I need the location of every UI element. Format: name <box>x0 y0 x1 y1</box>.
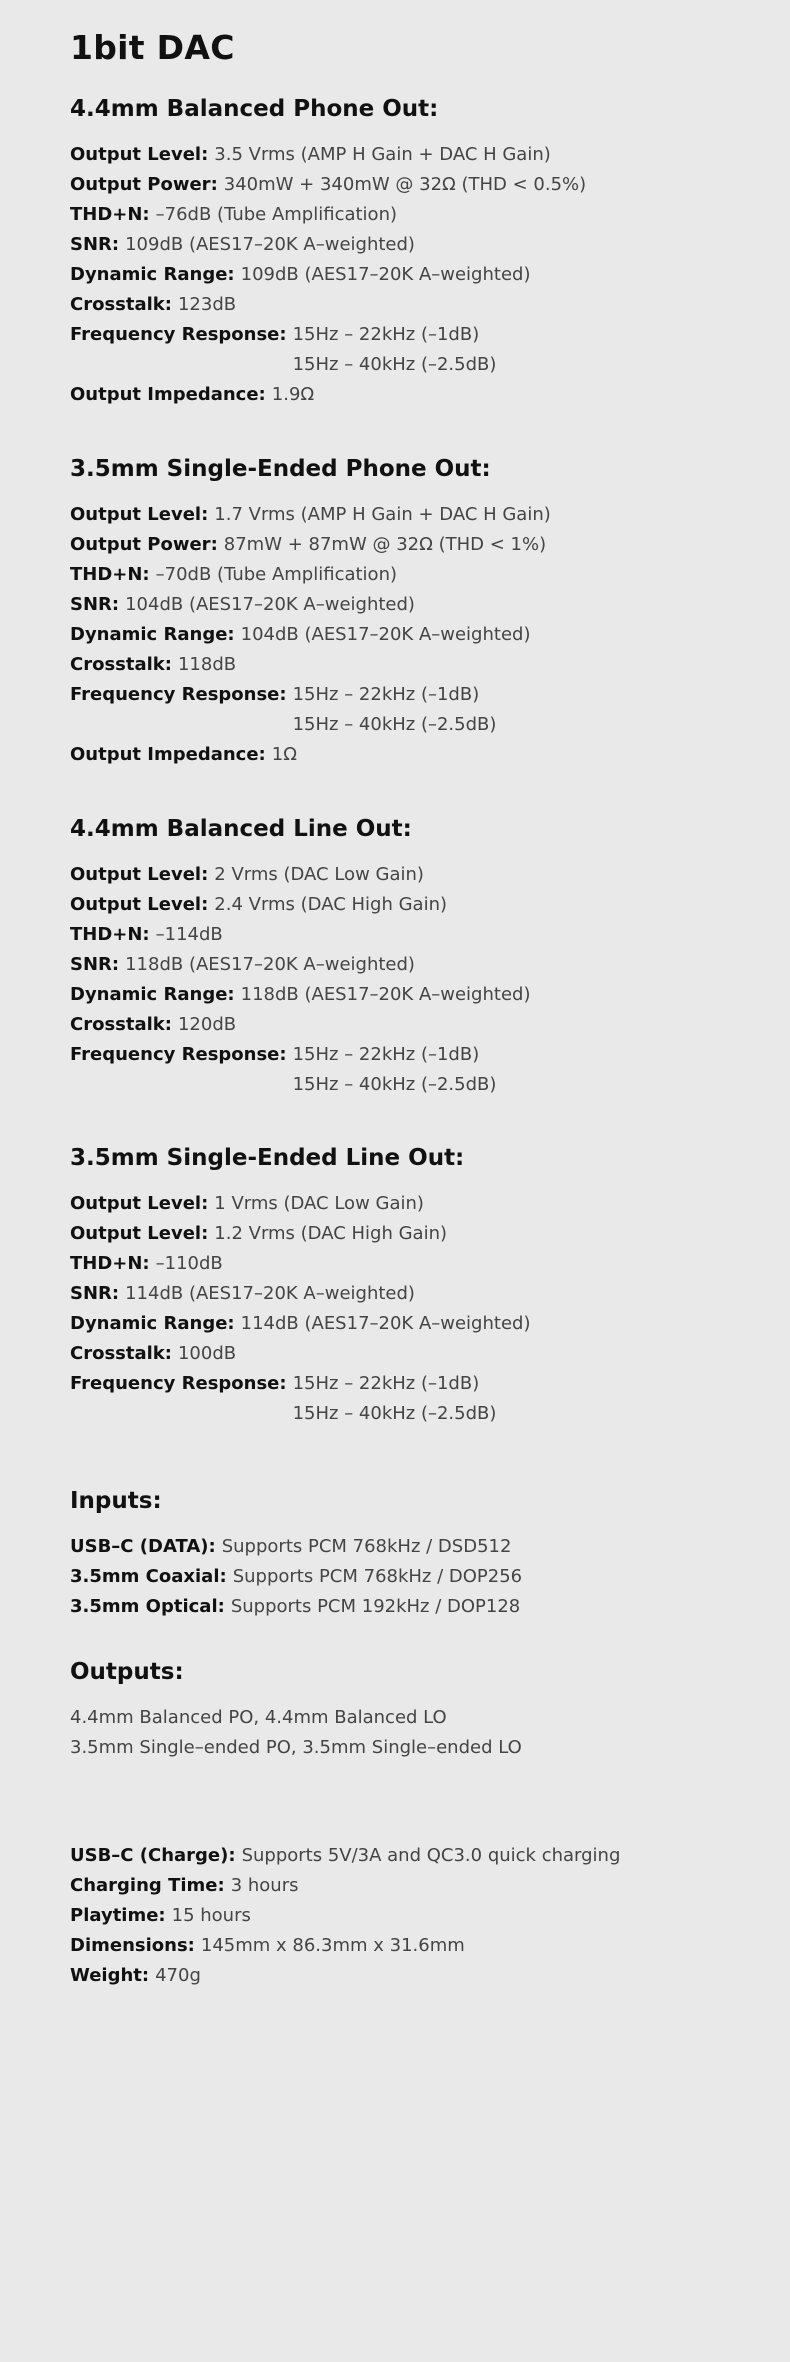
spec-label: Output Impedance: <box>70 384 266 405</box>
spec-row <box>70 500 551 530</box>
spec-value: 15Hz – 22kHz (–1dB) <box>292 1373 480 1394</box>
spec-row <box>70 620 551 650</box>
spec-label: Output Level: <box>70 864 209 885</box>
spec-value: Supports 5V/3A and QC3.0 quick charging <box>241 1845 621 1866</box>
spec-label: Output Level: <box>70 1193 209 1214</box>
spec-label: SNR: <box>70 1283 120 1304</box>
spec-value: 104dB (AES17–20K A–weighted) <box>125 594 415 615</box>
spec-label: Playtime: <box>70 1905 166 1926</box>
spec-row <box>70 1871 620 1901</box>
spec-label: THD+N: <box>70 204 150 225</box>
spec-row <box>70 200 586 230</box>
section-outputs <box>70 1657 522 1763</box>
spec-row <box>70 1339 530 1369</box>
spec-value: 118dB <box>177 654 237 675</box>
spec-value: 15Hz – 22kHz (–1dB) <box>292 1044 480 1065</box>
spec-value: 100dB <box>177 1343 237 1364</box>
spec-label: Frequency Response: <box>70 1373 287 1394</box>
spec-label: THD+N: <box>70 564 150 585</box>
spec-value: 120dB <box>177 1014 237 1035</box>
section-balanced-line-out <box>70 814 530 1100</box>
spec-value: 2 Vrms (DAC Low Gain) <box>214 864 424 885</box>
section-single-ended-line-out <box>70 1143 530 1429</box>
spec-row-continuation <box>70 710 551 740</box>
section-inputs <box>70 1486 522 1622</box>
spec-value: 340mW + 340mW @ 32Ω (THD < 0.5%) <box>223 174 587 195</box>
spec-row <box>70 380 586 410</box>
output-line: 3.5mm Single–ended PO, 3.5mm Single–ended LO <box>70 1737 522 1758</box>
spec-row <box>70 1189 530 1219</box>
spec-value: 114dB (AES17–20K A–weighted) <box>125 1283 415 1304</box>
spec-value: –114dB <box>155 924 223 945</box>
spec-label: SNR: <box>70 594 120 615</box>
spec-label: Output Level: <box>70 1223 209 1244</box>
spec-value: 1Ω <box>271 744 297 765</box>
section-balanced-phone-out <box>70 94 586 410</box>
spec-label: SNR: <box>70 234 120 255</box>
spec-label: Crosstalk: <box>70 654 172 675</box>
spec-label: 3.5mm Coaxial: <box>70 1566 227 1587</box>
spec-label: USB–C (Charge): <box>70 1845 236 1866</box>
spec-row <box>70 590 551 620</box>
spec-label: Output Level: <box>70 144 209 165</box>
spec-row <box>70 890 530 920</box>
spec-row <box>70 560 551 590</box>
spec-value: 15Hz – 40kHz (–2.5dB) <box>292 1403 497 1424</box>
section-heading: 3.5mm Single-Ended Line Out: <box>70 1145 465 1171</box>
spec-value: Supports PCM 192kHz / DOP128 <box>230 1596 521 1617</box>
spec-label: THD+N: <box>70 1253 150 1274</box>
spec-row <box>70 1562 522 1592</box>
spec-row <box>70 530 551 560</box>
spec-value: 104dB (AES17–20K A–weighted) <box>240 624 531 645</box>
spec-value: 3.5 Vrms (AMP H Gain + DAC H Gain) <box>214 144 551 165</box>
spec-row <box>70 860 530 890</box>
spec-label: Output Power: <box>70 174 218 195</box>
spec-row <box>70 170 586 200</box>
spec-label: 3.5mm Optical: <box>70 1596 225 1617</box>
spec-row <box>70 950 530 980</box>
spec-label: Frequency Response: <box>70 684 287 705</box>
spec-value: –110dB <box>155 1253 223 1274</box>
spec-row <box>70 1279 530 1309</box>
spec-label: Output Power: <box>70 534 218 555</box>
spec-row-continuation <box>70 1070 530 1100</box>
spec-value: 15Hz – 22kHz (–1dB) <box>292 324 480 345</box>
spec-row <box>70 980 530 1010</box>
spec-value: 109dB (AES17–20K A–weighted) <box>125 234 415 255</box>
spec-value: 15Hz – 22kHz (–1dB) <box>292 684 480 705</box>
section-heading: Outputs: <box>70 1659 184 1685</box>
spec-value: 15 hours <box>171 1905 251 1926</box>
spec-label: Output Level: <box>70 504 209 525</box>
spec-value: 470g <box>155 1965 201 1986</box>
spec-value: 15Hz – 40kHz (–2.5dB) <box>292 714 497 735</box>
spec-row <box>70 1931 620 1961</box>
spec-value: –76dB (Tube Amplification) <box>155 204 397 225</box>
spec-value: 118dB (AES17–20K A–weighted) <box>125 954 415 975</box>
spec-label: Charging Time: <box>70 1875 225 1896</box>
spec-label: SNR: <box>70 954 120 975</box>
spec-label: Crosstalk: <box>70 1343 172 1364</box>
spec-row <box>70 1219 530 1249</box>
spec-value: 2.4 Vrms (DAC High Gain) <box>214 894 448 915</box>
spec-label: Dynamic Range: <box>70 624 235 645</box>
page-title: 1bit DAC <box>70 28 235 67</box>
section-single-ended-phone-out <box>70 454 551 770</box>
spec-row <box>70 650 551 680</box>
spec-row <box>70 260 586 290</box>
spec-row <box>70 320 586 350</box>
spec-value: 15Hz – 40kHz (–2.5dB) <box>292 1074 497 1095</box>
section-heading: 4.4mm Balanced Line Out: <box>70 816 412 842</box>
output-line: 4.4mm Balanced PO, 4.4mm Balanced LO <box>70 1707 447 1728</box>
spec-row <box>70 140 586 170</box>
spec-value: 114dB (AES17–20K A–weighted) <box>240 1313 531 1334</box>
section-heading: 4.4mm Balanced Phone Out: <box>70 96 439 122</box>
spec-value: Supports PCM 768kHz / DOP256 <box>232 1566 523 1587</box>
spec-row <box>70 1592 522 1622</box>
spec-row-continuation <box>70 1399 530 1429</box>
spec-label: Output Impedance: <box>70 744 266 765</box>
spec-label: Dynamic Range: <box>70 264 235 285</box>
spec-row <box>70 1309 530 1339</box>
spec-row <box>70 1369 530 1399</box>
spec-row <box>70 1961 620 1991</box>
spec-label: Frequency Response: <box>70 1044 287 1065</box>
spec-value: 145mm x 86.3mm x 31.6mm <box>200 1935 465 1956</box>
spec-value: 87mW + 87mW @ 32Ω (THD < 1%) <box>223 534 547 555</box>
spec-label: Weight: <box>70 1965 150 1986</box>
spec-value: 118dB (AES17–20K A–weighted) <box>240 984 531 1005</box>
spec-value: 1.2 Vrms (DAC High Gain) <box>214 1223 448 1244</box>
spec-label: USB–C (DATA): <box>70 1536 216 1557</box>
spec-row-continuation <box>70 350 586 380</box>
spec-value: 1.7 Vrms (AMP H Gain + DAC H Gain) <box>214 504 551 525</box>
spec-row <box>70 1841 620 1871</box>
spec-label: Crosstalk: <box>70 1014 172 1035</box>
spec-row <box>70 1901 620 1931</box>
spec-label: Dynamic Range: <box>70 984 235 1005</box>
spec-value: Supports PCM 768kHz / DSD512 <box>221 1536 512 1557</box>
spec-row <box>70 1249 530 1279</box>
spec-label: Crosstalk: <box>70 294 172 315</box>
spec-value: 15Hz – 40kHz (–2.5dB) <box>292 354 497 375</box>
spec-row <box>70 1010 530 1040</box>
section-heading: Inputs: <box>70 1488 162 1514</box>
spec-row <box>70 680 551 710</box>
spec-row <box>70 290 586 320</box>
spec-value: –70dB (Tube Amplification) <box>155 564 397 585</box>
section-heading: 3.5mm Single-Ended Phone Out: <box>70 456 491 482</box>
spec-label: Frequency Response: <box>70 324 287 345</box>
spec-label: Output Level: <box>70 894 209 915</box>
spec-value: 109dB (AES17–20K A–weighted) <box>240 264 531 285</box>
spec-row <box>70 1532 522 1562</box>
spec-value: 1.9Ω <box>271 384 315 405</box>
spec-value: 3 hours <box>230 1875 299 1896</box>
spec-row <box>70 920 530 950</box>
spec-value: 1 Vrms (DAC Low Gain) <box>214 1193 424 1214</box>
spec-value: 123dB <box>177 294 237 315</box>
spec-row <box>70 230 586 260</box>
section-general <box>70 1841 620 1991</box>
spec-label: THD+N: <box>70 924 150 945</box>
spec-label: Dynamic Range: <box>70 1313 235 1334</box>
spec-label: Dimensions: <box>70 1935 195 1956</box>
spec-row <box>70 1040 530 1070</box>
spec-row <box>70 740 551 770</box>
